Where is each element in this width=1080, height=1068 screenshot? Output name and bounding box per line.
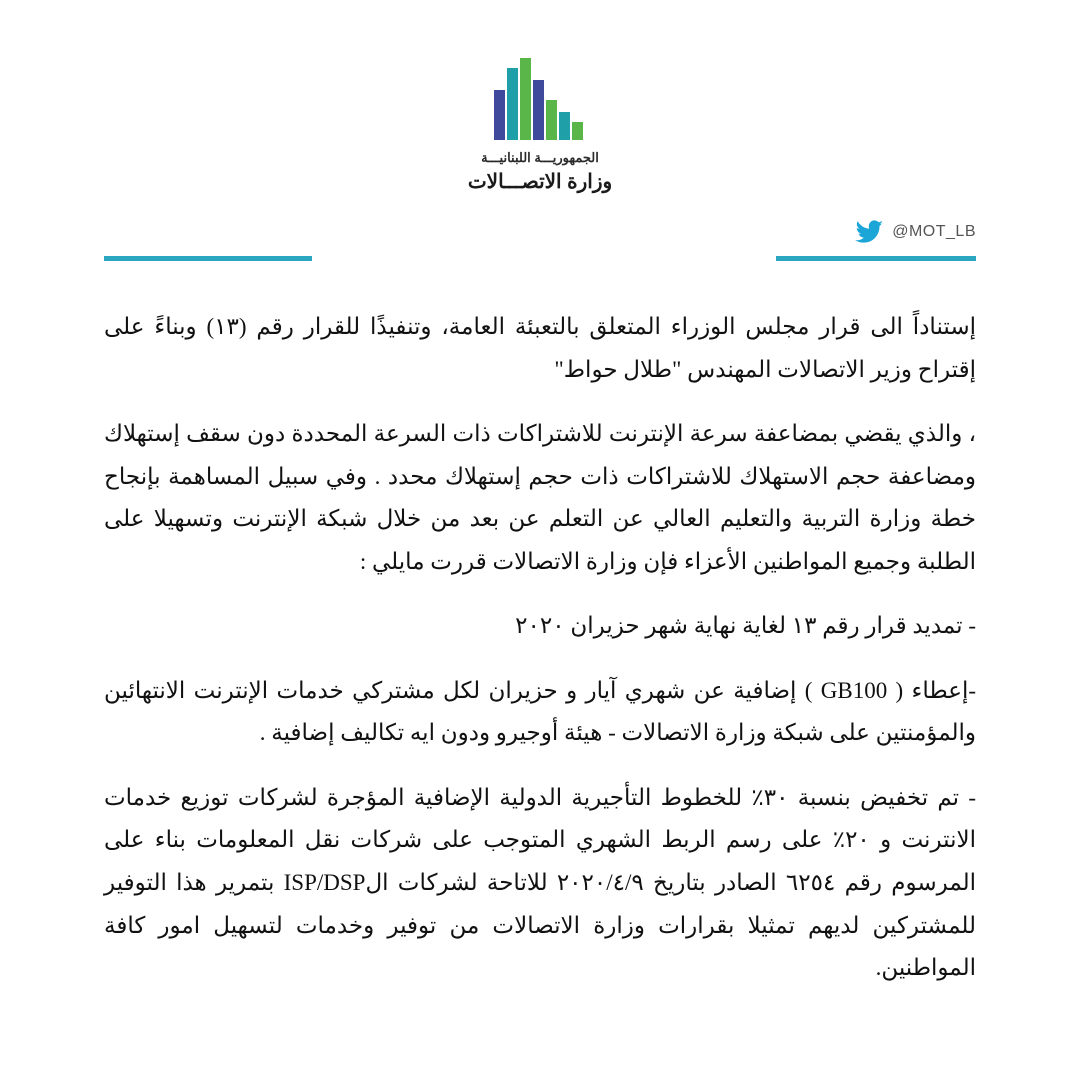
twitter-icon: [854, 220, 884, 244]
header-logo-block: [0, 0, 1080, 194]
paragraph-5: - تم تخفيض بنسبة ٣٠٪ للخطوط التأجيرية الدولية الإضافية المؤجرة لشركات توزيع خدمات الانترنت و ٢٠٪ على رسم الربط الشهري المتوجب على شركات نقل المعلومات بناء على المرسوم رقم ٦٢٥٤ الصادر بتاريخ ٢٠٢٠/٤/٩ للاتاحة لشركات الISP/DSP بتمرير هذا التوفير للمشتركين لديهم تمثيلا بقرارات وزارة الاتصالات من توفير وخدمات لتسهيل امور كافة المواطنين.: [104, 784, 977, 981]
paragraph-2: ، والذي يقضي بمضاعفة سرعة الإنترنت للاشتراكات ذات السرعة المحددة دون سقف إستهلاك ومضاعفة حجم الاستهلاك للاشتراكات ذات حجم إستهلاك محدد . وفي سبيل المساهمة بإنجاح خطة وزارة التربية والتعليم العالي عن التعلم عن بعد من خلال شبكة الإنترنت وتسهيلا على الطلبة وجميع المواطنين الأعزاء فإن وزارة الاتصالات قررت مايلي :: [104, 421, 976, 574]
twitter-handle-group[interactable]: [854, 220, 976, 244]
social-handle-row: [0, 220, 1080, 266]
ministry-logo-bars-icon: [492, 58, 588, 140]
document-body: [104, 306, 976, 990]
logo-ministry-line: وزارة الاتصـــالات: [467, 171, 613, 193]
paragraph-3: - تمديد قرار رقم ١٣ لغاية نهاية شهر حزيران ٢٠٢٠: [515, 613, 976, 639]
paragraph-1: إستناداً الى قرار مجلس الوزراء المتعلق بالتعبئة العامة، وتنفيذًا للقرار رقم (١٣) وبناءً على إقتراح وزير الاتصالات المهندس "طلال حواط": [104, 314, 976, 382]
paragraph-4: -إعطاء ( GB100 ) إضافية عن شهري آيار و حزيران لكل مشتركي خدمات الإنترنت الانتهائين والمؤمنتين على شبكة وزارة الاتصالات - هيئة أوجيرو ودون ايه تكاليف إضافية .: [104, 677, 976, 746]
accent-rule-right-side: [776, 256, 976, 261]
accent-rule-left-side: [104, 256, 312, 261]
twitter-handle-text: @MOT_LB: [892, 223, 976, 240]
logo-country-line: الجمهوريـــة اللبنانيـــة: [481, 150, 599, 165]
logo-caption: [468, 150, 612, 194]
